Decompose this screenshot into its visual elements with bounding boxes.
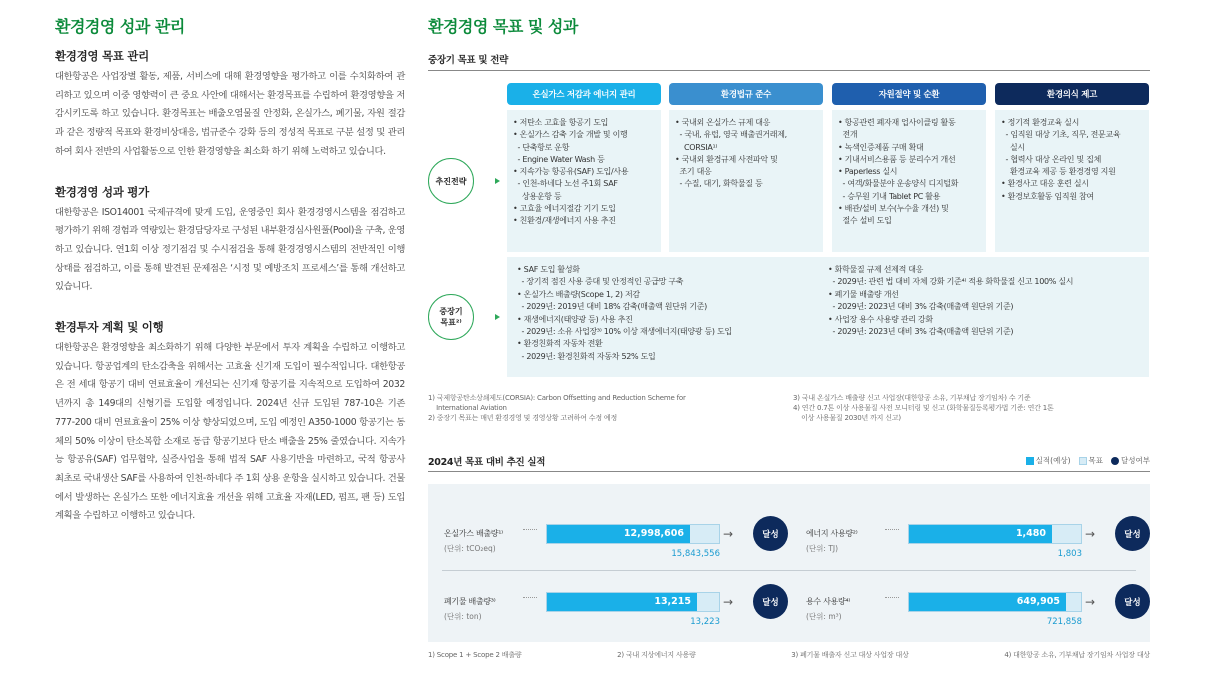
list-item: • 온실가스 감축 기술 개발 및 이행 — [513, 130, 628, 140]
strategy-notes — [428, 393, 1150, 423]
note-line: International Aviation — [428, 404, 507, 412]
note-line: 3) 국내 온실가스 배출량 신고 사업장(대한항공 소유, 기부채납 장기임차) 수 기준 — [793, 394, 1031, 402]
list-item: • 항공관련 폐자재 업사이클링 활동 — [838, 118, 956, 127]
legend — [1026, 455, 1150, 466]
legend-actual: 실적(예상) — [1026, 455, 1071, 466]
strategy-box-awareness — [995, 110, 1149, 252]
list-item: • 환경친화적 자동차 전환 — [517, 339, 603, 349]
list-item: - 단축항로 운항 — [513, 142, 570, 152]
list-item: • 저탄소 고효율 항공기 도입 — [513, 118, 609, 127]
list-item: • 배관/설비 보수(누수율 개선) 및 — [838, 204, 949, 214]
strategy-subtitle: 중장기 목표 및 전략 — [428, 52, 1150, 71]
target-bar — [546, 592, 720, 612]
midterm-goals-box — [507, 257, 1149, 377]
list-item: - Engine Water Wash 등 — [513, 154, 605, 164]
list-item: - 2029년: 2023년 대비 3% 감축(매출액 원단위 기준) — [828, 302, 1014, 312]
achieved-badge: 달성 — [753, 516, 788, 551]
kpi-waste — [444, 583, 784, 643]
column-header-awareness: 환경의식 제고 — [995, 83, 1149, 105]
list-item: - 2029년: 소유 사업장³⁾ 10% 이상 재생에너지(태양광 등) 도입 — [517, 327, 732, 337]
legend-target: 목표 — [1079, 455, 1104, 466]
list-item: 조기 대응 — [675, 167, 712, 177]
goal-circle: 중장기 목표²⁾ — [428, 294, 474, 340]
strategy-box-regulation — [669, 110, 823, 252]
strategy-box-ghg — [507, 110, 661, 252]
note-line: 2) 중장기 목표는 매년 환경경영 및 경영상황 고려하여 수정 예정 — [428, 414, 618, 422]
list-item: • 환경보호활동 임직원 참여 — [1001, 191, 1094, 201]
strategy-circle: 추진전략 — [428, 158, 474, 204]
note-line: 1) 국제항공탄소상쇄제도(CORSIA): Carbon Offsetting and Reduction Scheme for — [428, 394, 686, 402]
midterm-goals-right — [828, 264, 1139, 370]
list-item: 전개 — [838, 130, 858, 140]
list-item: - 국내, 유럽, 영국 배출권거래제, — [675, 130, 787, 140]
right-title: 환경경영 목표 및 성과 — [428, 17, 578, 36]
kpi-label: 에너지 사용량²⁾ — [806, 529, 858, 538]
target-bar — [546, 524, 720, 544]
achieved-badge: 달성 — [1115, 584, 1150, 619]
footnote: 1) Scope 1 + Scope 2 배출량 — [428, 651, 522, 659]
kpi-footnotes — [428, 650, 1150, 660]
column-header-resource: 자원절약 및 순환 — [832, 83, 986, 105]
arrow-right-icon: → — [723, 595, 734, 609]
list-item: - 2029년: 2023년 대비 3% 감축(매출액 원단위 기준) — [828, 327, 1014, 337]
list-item: • 정기적 환경교육 실시 — [1001, 118, 1079, 127]
kpi-unit: (단위: ton) — [444, 612, 482, 621]
list-item: 절수 설비 도입 — [838, 216, 892, 226]
kpi-ghg — [444, 515, 784, 575]
arrow-right-icon: → — [1085, 527, 1096, 541]
arrow-right-icon — [495, 178, 500, 184]
target-value: 1,803 — [1057, 549, 1082, 559]
arrow-right-icon: → — [723, 527, 734, 541]
arrow-right-icon — [495, 314, 500, 320]
list-item: 환경교육 제공 등 환경경영 지원 — [1001, 167, 1116, 177]
list-item: • 고효율 에너지절감 기기 도입 — [513, 204, 616, 214]
list-item: - 2029년: 2019년 대비 18% 감축(매출액 원단위 기준) — [517, 302, 708, 312]
target-bar — [908, 592, 1082, 612]
list-item: • 온실가스 배출량(Scope 1, 2) 저감 — [517, 289, 640, 299]
target-value: 13,223 — [690, 617, 720, 627]
section-body: 대한항공은 ISO14001 국제규격에 맞게 도입, 운영중인 회사 환경경영시스템을 점검하고 평가하기 위해 경험과 역량있는 환경담당자로 구성된 내부환경심사원풀(Pool)을 구축, 운영하고 있습니다. 연1회 이상 정기점검 및 수시점검을 통해 환경경영시스템의 전반적인 이행 상태를 점검하고, 이를 통해 발견된 문제점은 ‘시정 및 예방조치 프로세스’를 통해 개선하고 있습니다. — [55, 206, 405, 293]
list-item: • 환경사고 대응 훈련 실시 — [1001, 179, 1089, 189]
section-goal-management — [55, 48, 405, 162]
midterm-goals-left — [517, 264, 828, 370]
kpi-label: 용수 사용량⁴⁾ — [806, 597, 850, 606]
kpi-panel — [428, 484, 1150, 642]
kpi-unit: (단위: TJ) — [806, 544, 839, 553]
notes-left — [428, 393, 789, 423]
column-header-ghg: 온실가스 저감과 에너지 관리 — [507, 83, 661, 105]
note-line: 이상 사용물질 2030년 까지 신고) — [793, 414, 901, 422]
list-item: - 장기적 점진 사용 증대 및 안정적인 공급망 구축 — [517, 277, 684, 287]
list-item: • 재생에너지(태양광 등) 사용 추진 — [517, 314, 633, 324]
list-item: • 기내서비스용품 등 분리수거 개선 — [838, 154, 956, 164]
target-bar — [908, 524, 1082, 544]
list-item: • SAF 도입 활성화 — [517, 265, 580, 274]
kpi-water — [806, 583, 1146, 643]
note-line: 4) 연간 0.7톤 이상 사용물질 사전 모니터링 및 신고 (화학물질등록평가법 기준: 연간 1톤 — [793, 404, 1054, 412]
list-item: - 여객/화물분야 운송양식 디지털화 — [838, 179, 959, 189]
list-item: CORSIA¹⁾ — [675, 142, 718, 152]
achieved-badge: 달성 — [1115, 516, 1150, 551]
kpi-energy — [806, 515, 1146, 575]
arrow-right-icon: → — [1085, 595, 1096, 609]
section-title: 환경투자 계획 및 이행 — [55, 320, 164, 335]
legend-achieved: 달성여부 — [1111, 455, 1150, 466]
section-title: 환경경영 목표 관리 — [55, 49, 149, 63]
section-body: 대한항공은 환경영향을 최소화하기 위해 다양한 부문에서 투자 계획을 수립하고 이행하고 있습니다. 항공업계의 탄소감축을 위해서는 고효율 신기재 도입이 필수적입니다. 대한항공은 전 세대 항공기 대비 연료효율이 개선되는 신기재 항공기를 지속적으로 도입하여 2032년까지 총 149대의 신형기를 도입할 예정입니다. 2024년 신규 도입된 787-10은 기존 777-200 대비 연료효율이 25% 이상 향상되었으며, 도입 예정인 A350-1000 항공기는 동체의 50% 이상이 탄소복합 소재로 동급 항공기보다 탄소 배출을 25% 줄였습니다. 지속가능 항공유(SAF) 업무협약, 실증사업을 통해 법적 SAF 사용기반을 마련하고, 국적 항공사 최초로 국내생산 SAF를 사용하여 인천-하네다 주 1회 상용 운항을 실시하고 있습니다. 건물에서 발생하는 온실가스 또한 에너지효율 개선을 위해 고효율 자재(LED, 펌프, 팬 등) 도입 계획을 수립하고 이행하고 있습니다. — [55, 342, 406, 522]
actual-value: 1,480 — [1015, 528, 1046, 539]
strategy-diagram — [428, 83, 1150, 379]
target-value: 721,858 — [1046, 617, 1082, 627]
list-item: • 국내외 환경규제 사전파악 및 — [675, 154, 778, 164]
footnote: 4) 대한항공 소유, 기부채납 장기임차 사업장 대상 — [1004, 651, 1150, 659]
actual-value: 12,998,606 — [623, 528, 684, 539]
footnote: 3) 폐기물 배출자 신고 대상 사업장 대상 — [791, 651, 909, 659]
list-item: • Paperless 실시 — [838, 167, 898, 177]
kpi-label: 온실가스 배출량¹⁾ — [444, 529, 503, 538]
list-item: • 폐기물 배출량 개선 — [828, 289, 899, 299]
actual-value: 649,905 — [1016, 596, 1060, 607]
list-item: - 임직원 대상 기초, 직무, 전문교육 — [1001, 130, 1121, 140]
achievement-title: 2024년 목표 대비 추진 실적 — [428, 457, 546, 468]
page-title: 환경경영 성과 관리 — [55, 17, 185, 36]
section-title: 환경경영 성과 평가 — [55, 184, 149, 199]
list-item: 실시 — [1001, 142, 1025, 152]
list-item: - 승무원 기내 Tablet PC 활용 — [838, 191, 941, 201]
notes-right — [789, 393, 1150, 423]
section-performance-evaluation — [55, 184, 405, 298]
footnote: 2) 국내 지상에너지 사용량 — [617, 651, 696, 659]
kpi-unit: (단위: m³) — [806, 612, 842, 621]
actual-value: 13,215 — [654, 596, 691, 607]
left-column — [55, 14, 405, 526]
target-value: 15,843,556 — [671, 549, 720, 559]
list-item: - 인천-하네다 노선 주1회 SAF — [513, 179, 618, 189]
list-item: - 수질, 대기, 화학물질 등 — [675, 179, 763, 189]
list-item: • 지속가능 항공유(SAF) 도입/사용 — [513, 167, 629, 177]
list-item: • 화학물질 규제 선제적 대응 — [828, 265, 924, 274]
list-item: - 2029년: 관련 법 대비 자체 강화 기준⁴⁾ 적용 화학물질 신고 100% 실시 — [828, 277, 1074, 287]
list-item: - 협력사 대상 온라인 및 집체 — [1001, 154, 1101, 164]
list-item: - 2029년: 환경친화적 자동차 52% 도입 — [517, 351, 656, 361]
column-header-regulation: 환경법규 준수 — [669, 83, 823, 105]
kpi-label: 폐기물 배출량³⁾ — [444, 597, 496, 606]
strategy-box-resource — [832, 110, 986, 252]
list-item: • 친환경/재생에너지 사용 추진 — [513, 216, 616, 226]
list-item: • 녹색인증제품 구매 확대 — [838, 142, 924, 152]
list-item: • 국내외 온실가스 규제 대응 — [675, 118, 771, 127]
achieved-badge: 달성 — [753, 584, 788, 619]
list-item: 상용운항 등 — [513, 191, 562, 201]
section-body: 대한항공은 사업장별 활동, 제품, 서비스에 대해 환경영향을 평가하고 이를 수치화하여 관리하고 있으며 이중 영향력이 큰 중요 사안에 대해서는 환경목표를 수립하여 환경영향을 저감시키도록 하고 있습니다. 환경목표는 배출오염물질 안정화, 온실가스, 폐기물, 자원 절감과 같은 정량적 목표와 환경비상대응, 법규준수 강화 등의 정성적 목표로 구분 설정 및 관리하여 회사 전반의 사업활동으로 인한 환경영향을 최소화 하기 위해 노력하고 있습니다. — [55, 71, 405, 157]
section-investment-plan — [55, 319, 405, 526]
kpi-unit: (단위: tCO₂eq) — [444, 544, 496, 553]
right-column — [428, 14, 1150, 659]
list-item: • 사업장 용수 사용량 관리 강화 — [828, 314, 933, 324]
